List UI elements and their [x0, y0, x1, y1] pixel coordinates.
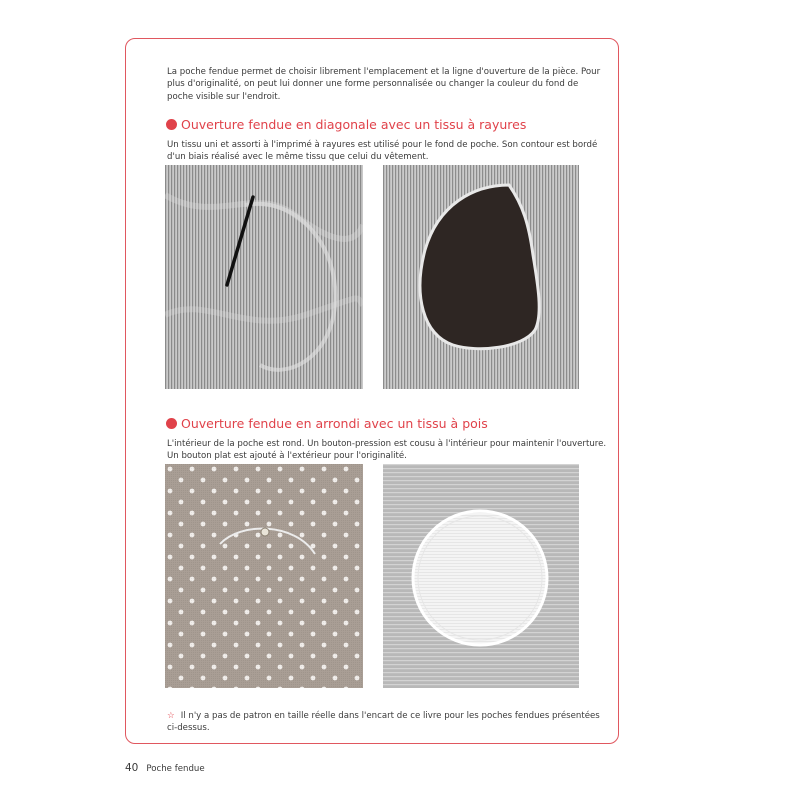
photo-gray-round-pocket — [383, 464, 579, 688]
section2-heading-text: Ouverture fendue en arrondi avec un tissu à pois — [181, 416, 488, 431]
photo-polka-dot-curved-slit — [165, 464, 363, 688]
page-footer — [125, 762, 205, 774]
bullet-dot-icon — [166, 418, 177, 429]
photo-striped-diagonal-slit — [165, 165, 363, 389]
section1-text: Un tissu uni et assorti à l'imprimé à rayures est utilisé pour le fond de poche. Son contour est bordé d'un biais réalisé avec le même tissu que celui du vêtement. — [167, 140, 598, 163]
page-number: 40 — [125, 762, 139, 774]
bullet-dot-icon — [166, 119, 177, 130]
section1-heading-text: Ouverture fendue en diagonale avec un tissu à rayures — [181, 117, 527, 132]
section2-text: L'intérieur de la poche est rond. Un bouton-pression est cousu à l'intérieur pour maintenir l'ouverture. Un bouton plat est ajouté à l'extérieur pour l'originalité. — [167, 439, 607, 462]
footnote-text: Il n'y a pas de patron en taille réelle dans l'encart de ce livre pour les poches fendues présentées ci-dessus. — [167, 711, 600, 734]
intro-text: La poche fendue permet de choisir librement l'emplacement et la ligne d'ouverture de la pièce. Pour plus d'originalité, on peut lui donner une forme personnalisée ou changer la couleur du fond de poche visible sur l'endroit. — [167, 67, 601, 102]
photo-striped-dark-pocket — [383, 165, 579, 389]
section2-heading — [166, 416, 488, 431]
section1-heading — [166, 117, 526, 132]
footer-section-title: Poche fendue — [146, 764, 205, 774]
star-icon: ☆ — [167, 711, 175, 721]
footnote — [167, 710, 607, 735]
